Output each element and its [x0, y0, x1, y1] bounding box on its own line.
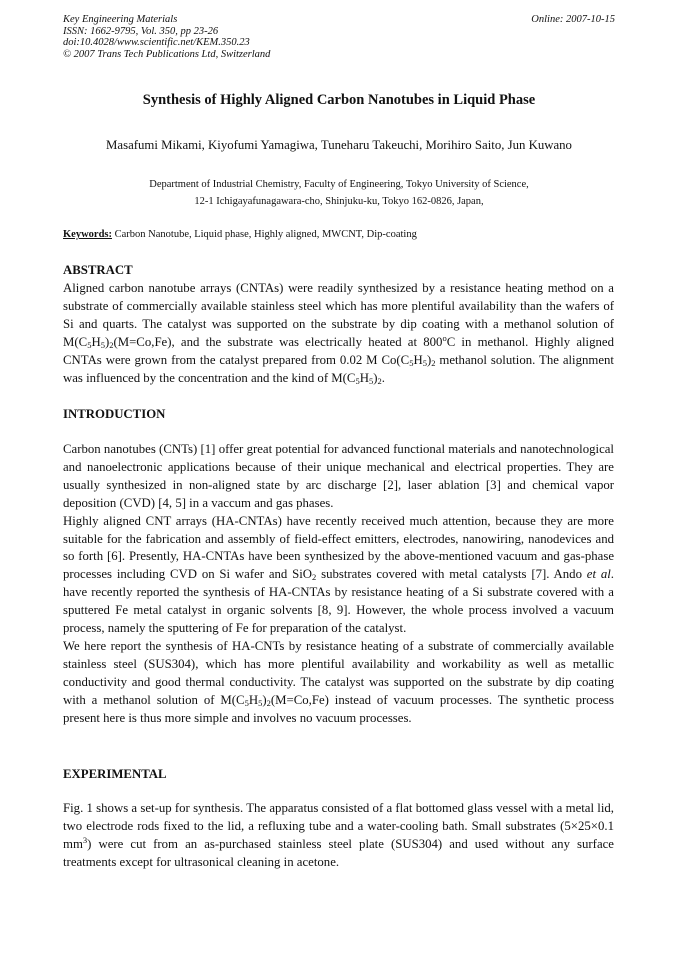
experimental-body: Fig. 1 shows a set-up for synthesis. The apparatus consisted of a flat bottomed glass vessel with a metal lid, two electrode rods fixed to the lid, a refluxing tube and a water-cooling bath. Small substrates (5×25×0.1 $mm^3$) were cut from an as-purchased stainless steel plate (SUS304) and used without any surface treatments except for ultrasonical cleaning in acetone.	[63, 801, 614, 869]
issn: ISSN: 1662-9795, Vol. 350, pp 23-26	[63, 25, 219, 37]
affiliation-line-2: 12-1 Ichigayafunagawara-cho, Shinjuku-ku, Tokyo 162-0826, Japan,	[194, 196, 484, 207]
introduction-body	[63, 441, 614, 728]
online-date: Online: 2007-10-15	[531, 14, 615, 25]
author-list: Masafumi Mikami, Kiyofumi Yamagiwa, Tuneharu Takeuchi, Morihiro Saito, Jun Kuwano	[106, 138, 572, 152]
copyright: © 2007 Trans Tech Publications Ltd, Switzerland	[63, 48, 271, 60]
keywords-label: Keywords:	[63, 229, 112, 240]
keywords-text: Carbon Nanotube, Liquid phase, Highly aligned, MWCNT, Dip-coating	[112, 229, 417, 240]
intro-paragraph-3: We here report the synthesis of HA-CNTs by resistance heating of a substrate of commercially available stainless steel (SUS304), which has more plentiful availability and workability as well as metallic conductivity and good thermal conductivity. The catalyst was supported on the substrate by dip coating with a methanol solution of $M(C_5H_5)_2(M=Co,Fe)$ instead of vacuum processes. The synthetic process present here is thus more simple and involves no vacuum processes.	[63, 638, 615, 725]
affiliation	[0, 176, 678, 210]
experimental-heading: EXPERIMENTAL	[63, 767, 167, 781]
introduction-heading: INTRODUCTION	[63, 407, 166, 421]
doi: doi:10.4028/www.scientific.net/KEM.350.23	[63, 37, 250, 48]
affiliation-line-1: Department of Industrial Chemistry, Faculty of Engineering, Tokyo University of Science,	[149, 179, 529, 190]
intro-paragraph-2: Highly aligned CNT arrays (HA-CNTAs) have recently received much attention, because they are more suitable for the fabrication and assembly of field-effect emitters, electrodes, nanowiring, nanodevices and so forth [6]. Presently, HA-CNTAs have been synthesized by the above-mentioned vacuum and gas-phase processes including CVD on Si wafer and SiO$_2$ substrates covered with metal catalysts [7]. Ando et al. have recently reported the synthesis of HA-CNTAs by resistance heating of a Si substrate covered with a sputtered Fe metal catalyst in organic solvents [8, 9]. However, the whole process involved a vacuum process, namely the sputtering of Fe for preparation of the catalyst.	[63, 513, 614, 636]
journal-name: Key Engineering Materials	[63, 14, 178, 25]
abstract-heading: ABSTRACT	[63, 263, 133, 277]
paper-title: Synthesis of Highly Aligned Carbon Nanotubes in Liquid Phase	[142, 92, 536, 108]
abstract-body: Aligned carbon nanotube arrays (CNTAs) were readily synthesized by a resistance heating method on a substrate of commercially available stainless steel which has more plentiful availability than the wafers of Si and quarts. The catalyst was supported on the substrate by dip coating with a methanol solution of $M(C_5H_5)_2(M=Co,Fe)$, and the substrate was electrically heated at 800$^o$C in methanol. Highly aligned CNTAs were grown from the catalyst prepared from 0.02 M $Co(C_5H_5)_2$ methanol solution. The alignment was influenced by the concentration and the kind of $M(C_5H_5)_2$.	[63, 281, 614, 386]
keywords	[63, 229, 417, 240]
journal-header	[63, 14, 270, 60]
intro-paragraph-1: Carbon nanotubes (CNTs) [1] offer great potential for advanced functional materials and nanotechnological and nanoelectronic applications because of their unique mechanical and electrical properties. They are usually synthesized in non-aligned state by arc discharge [2], laser ablation [3] and chemical vapor deposition (CVD) [4, 5] in a vaccum and gas phases.	[63, 442, 614, 510]
